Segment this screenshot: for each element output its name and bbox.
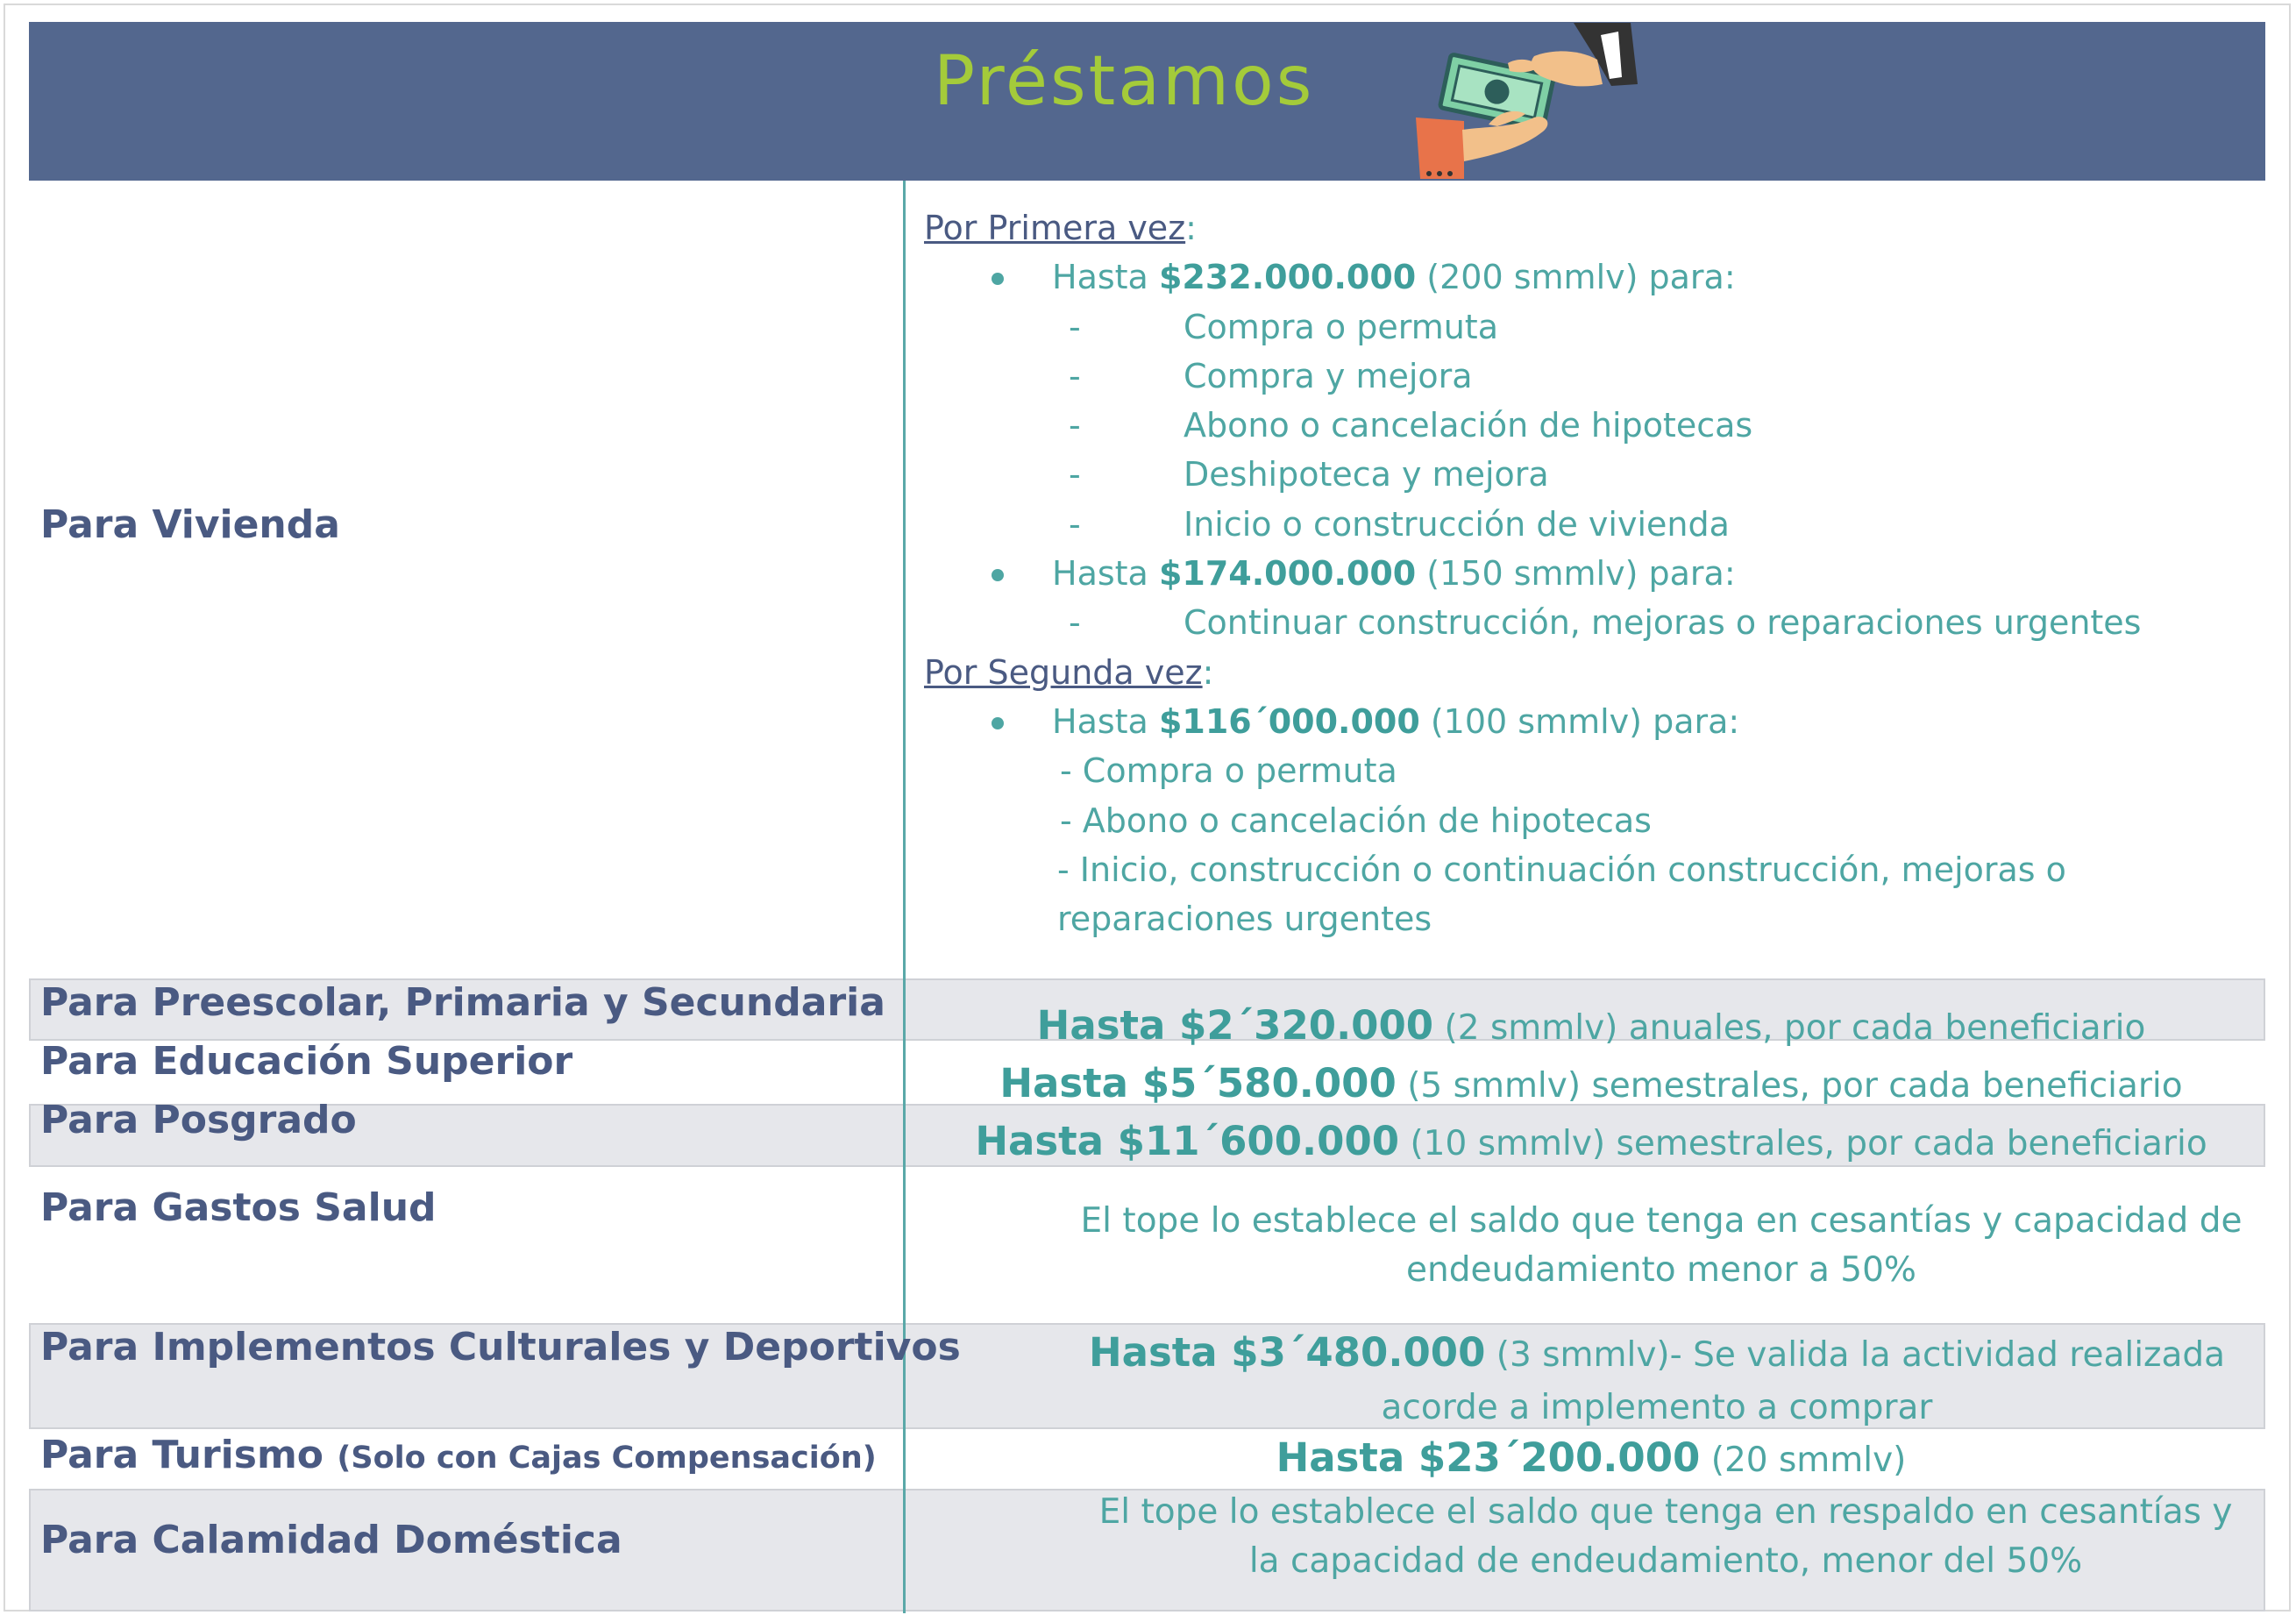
- bullet-116: Hasta $116´000.000 (100 smmlv) para:: [924, 697, 2257, 746]
- list-item: - Compra o permuta: [1069, 307, 1498, 346]
- list-item: - Abono o cancelación de hipotecas: [1060, 800, 1652, 840]
- turismo-note: (Solo con Cajas Compensación): [337, 1441, 877, 1476]
- money-exchange-hands-icon: [1403, 23, 1648, 181]
- bullet-232: Hasta $232.000.000 (200 smmlv) para:: [924, 253, 2257, 302]
- bullet-icon: [992, 717, 1004, 729]
- label-calamidad: Para Calamidad Doméstica: [40, 1518, 622, 1562]
- value-implementos: Hasta $3´480.000 (3 smmlv)- Se valida la actividad realizada acorde a implemento a comprar: [1088, 1329, 2226, 1427]
- list-item: - Inicio, construcción o continuación construcción, mejoras o reparaciones urgentes: [1057, 850, 2066, 939]
- page-title: Préstamos: [934, 42, 1315, 121]
- list-item: - Inicio o construcción de vivienda: [1069, 504, 1730, 544]
- value-preescolar: Hasta $2´320.000 (2 smmlv) anuales, por cada beneficiario: [1036, 1002, 2146, 1049]
- value-turismo: Hasta $23´200.000 (20 smmlv): [1276, 1434, 1907, 1481]
- column-divider: [903, 181, 906, 1613]
- list-item: - Abono o cancelación de hipotecas: [1069, 406, 1753, 445]
- bullet-174: Hasta $174.000.000 (150 smmlv) para:: [924, 549, 2257, 598]
- list-item: - Compra y mejora: [1069, 356, 1473, 395]
- bullet-icon: [992, 569, 1004, 581]
- value-gastos-salud: El tope lo establece el saldo que tenga en cesantías y capacidad de endeudamiento menor a 50%: [1080, 1201, 2243, 1290]
- list-item: - Deshipoteca y mejora: [1069, 455, 1549, 494]
- list-item: - Compra o permuta: [1060, 751, 1397, 791]
- value-posgrado: Hasta $11´600.000 (10 smmlv) semestrales, por cada beneficiario: [975, 1118, 2207, 1164]
- label-educacion-superior: Para Educación Superior: [40, 1039, 573, 1084]
- label-vivienda: Para Vivienda: [40, 502, 340, 547]
- label-posgrado: Para Posgrado: [40, 1098, 357, 1142]
- value-calamidad: El tope lo establece el saldo que tenga en respaldo en cesantías y la capacidad de endeudamiento, menor del 50%: [1098, 1492, 2233, 1581]
- label-implementos: Para Implementos Culturales y Deportivos: [40, 1325, 961, 1370]
- segunda-vez-heading: Por Segunda vez:: [924, 652, 1214, 692]
- label-preescolar: Para Preescolar, Primaria y Secundaria: [40, 980, 885, 1025]
- value-educacion-superior: Hasta $5´580.000 (5 smmlv) semestrales, por cada beneficiario: [999, 1060, 2183, 1106]
- label-turismo: Para Turismo (Solo con Cajas Compensación): [40, 1433, 877, 1477]
- primera-vez-heading: Por Primera vez:: [924, 209, 1197, 247]
- list-item: - Continuar construcción, mejoras o reparaciones urgentes: [1069, 603, 2142, 643]
- vivienda-details: [924, 203, 2257, 943]
- label-gastos-salud: Para Gastos Salud: [40, 1185, 437, 1230]
